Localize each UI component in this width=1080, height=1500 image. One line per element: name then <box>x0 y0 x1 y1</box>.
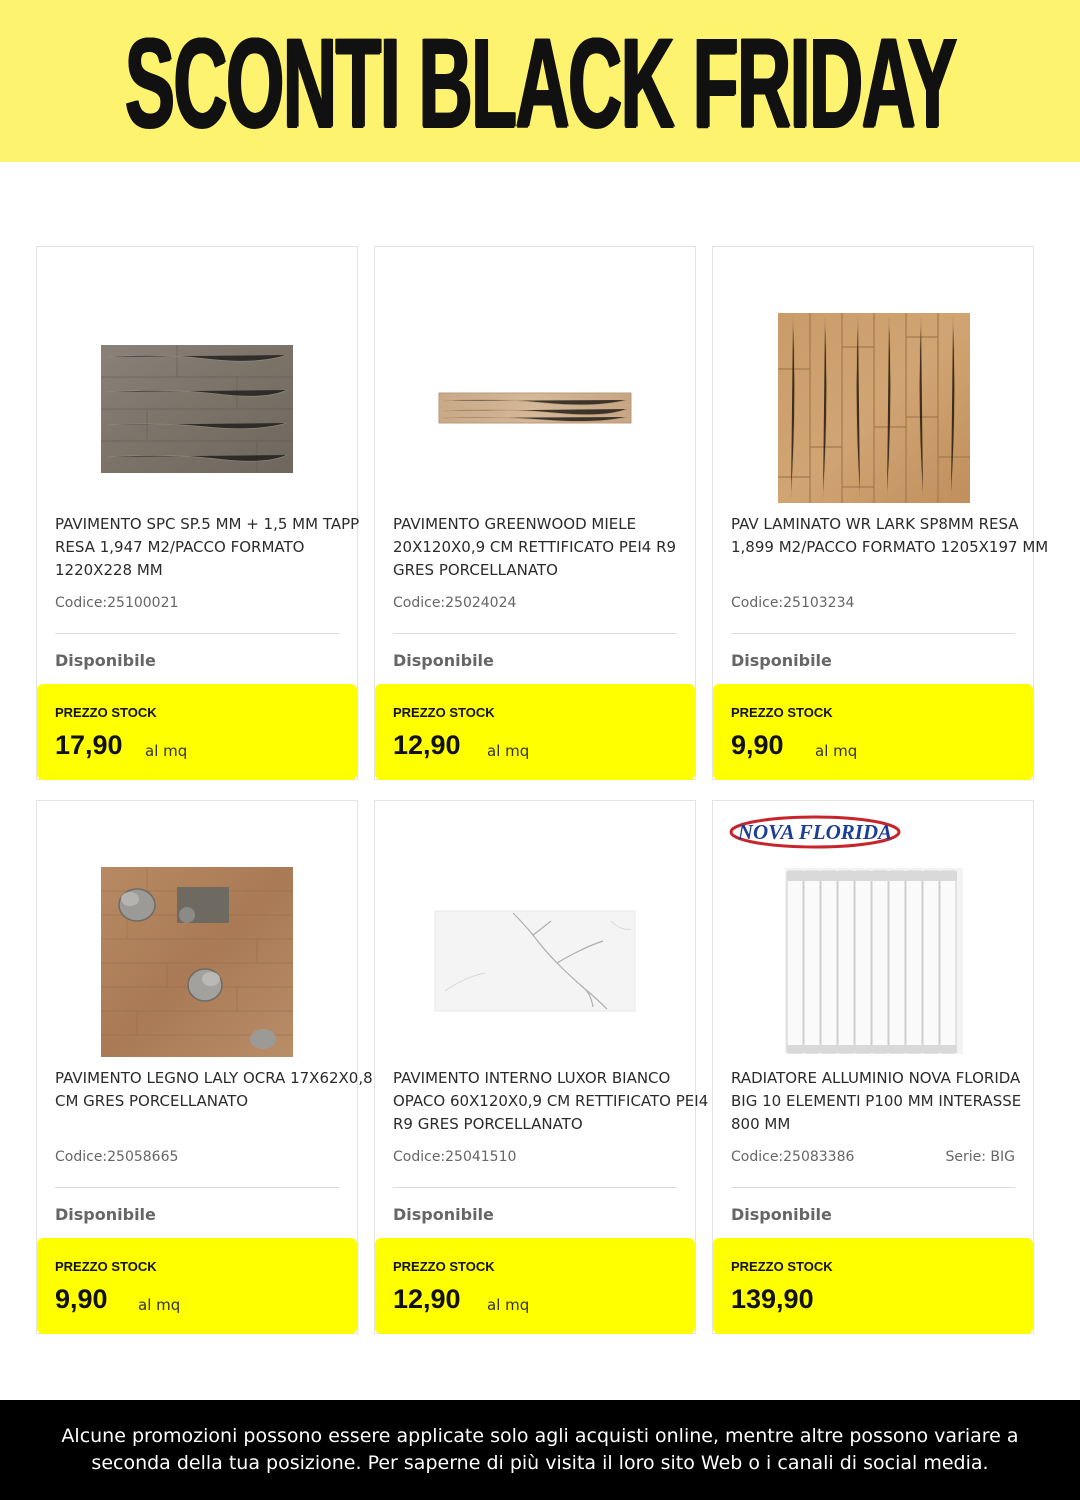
product-image[interactable] <box>375 801 695 1066</box>
product-code: Codice:25041510 <box>393 1149 517 1165</box>
availability-status: Disponibile <box>393 651 494 670</box>
product-series: Serie: BIG <box>945 1149 1015 1165</box>
product-image[interactable] <box>713 247 1033 512</box>
price-label: PREZZO STOCK <box>731 1259 833 1274</box>
price-unit: al mq <box>487 1296 530 1314</box>
price-box <box>375 1238 695 1334</box>
price-unit: al mq <box>138 1296 181 1314</box>
price-box <box>713 1238 1033 1334</box>
product-code: Codice:25103234 <box>731 595 855 611</box>
page-title: SCONTI BLACK FRIDAY <box>124 13 956 155</box>
price-label: PREZZO STOCK <box>55 705 157 720</box>
divider <box>55 633 339 634</box>
price-value: 17,90 <box>55 730 123 760</box>
availability-status: Disponibile <box>731 651 832 670</box>
product-code: Codice:25058665 <box>55 1149 179 1165</box>
divider <box>731 633 1015 634</box>
product-card[interactable] <box>712 246 1049 780</box>
price-box <box>37 1238 357 1334</box>
product-code: Codice:25083386 <box>731 1149 855 1165</box>
price-box <box>37 684 357 780</box>
divider <box>731 1187 1015 1188</box>
product-card[interactable] <box>712 800 1034 1334</box>
availability-status: Disponibile <box>393 1205 494 1224</box>
product-image[interactable] <box>713 801 1033 1066</box>
price-label: PREZZO STOCK <box>393 705 495 720</box>
price-value: 12,90 <box>393 730 461 760</box>
disclaimer-text: Alcune promozioni possono essere applicate solo agli acquisti online, mentre altre possono variare a seconda della tua posizione. Per saperne di più visita il loro sito Web o i canali di social media. <box>61 1425 1019 1474</box>
product-card[interactable] <box>36 246 358 780</box>
price-value: 9,90 <box>731 730 784 760</box>
availability-status: Disponibile <box>55 1205 156 1224</box>
brand-logo-text: NOVA FLORIDA <box>737 820 893 844</box>
price-label: PREZZO STOCK <box>731 705 833 720</box>
product-image[interactable] <box>375 247 695 512</box>
product-name[interactable]: PAVIMENTO GREENWOOD MIELE 20X120X0,9 CM RETTIFICATO PEI4 R9 GRES PORCELLANATO <box>393 515 677 579</box>
price-unit: al mq <box>487 742 530 760</box>
product-grid <box>36 246 1049 1334</box>
price-value: 12,90 <box>393 1284 461 1314</box>
product-image[interactable] <box>37 801 357 1066</box>
product-name[interactable]: PAVIMENTO LEGNO LALY OCRA 17X62X0,8 CM GRES PORCELLANATO <box>55 1069 373 1110</box>
price-label: PREZZO STOCK <box>393 1259 495 1274</box>
product-code: Codice:25100021 <box>55 595 179 611</box>
product-card[interactable] <box>36 800 373 1334</box>
price-value: 139,90 <box>731 1284 814 1314</box>
nova-florida-logo <box>731 817 899 847</box>
product-card[interactable] <box>374 246 696 780</box>
product-code: Codice:25024024 <box>393 595 517 611</box>
price-value: 9,90 <box>55 1284 108 1314</box>
disclaimer-footer <box>0 1400 1080 1500</box>
divider <box>55 1187 339 1188</box>
price-unit: al mq <box>815 742 858 760</box>
divider <box>393 633 677 634</box>
price-unit: al mq <box>145 742 188 760</box>
availability-status: Disponibile <box>731 1205 832 1224</box>
price-box <box>713 684 1033 780</box>
price-box <box>375 684 695 780</box>
divider <box>393 1187 677 1188</box>
product-name[interactable]: PAVIMENTO SPC SP.5 MM + 1,5 MM TAPP RESA 1,947 M2/PACCO FORMATO 1220X228 MM <box>55 515 360 579</box>
header-banner <box>0 0 1080 162</box>
product-name[interactable]: RADIATORE ALLUMINIO NOVA FLORIDA BIG 10 ELEMENTI P100 MM INTERASSE 800 MM <box>731 1069 1022 1133</box>
product-name[interactable]: PAVIMENTO INTERNO LUXOR BIANCO OPACO 60X120X0,9 CM RETTIFICATO PEI4 R9 GRES PORCELLANATO <box>393 1069 709 1133</box>
product-image[interactable] <box>37 247 357 512</box>
product-name[interactable]: PAV LAMINATO WR LARK SP8MM RESA 1,899 M2/PACCO FORMATO 1205X197 MM <box>731 515 1049 556</box>
availability-status: Disponibile <box>55 651 156 670</box>
price-label: PREZZO STOCK <box>55 1259 157 1274</box>
product-card[interactable] <box>374 800 709 1334</box>
